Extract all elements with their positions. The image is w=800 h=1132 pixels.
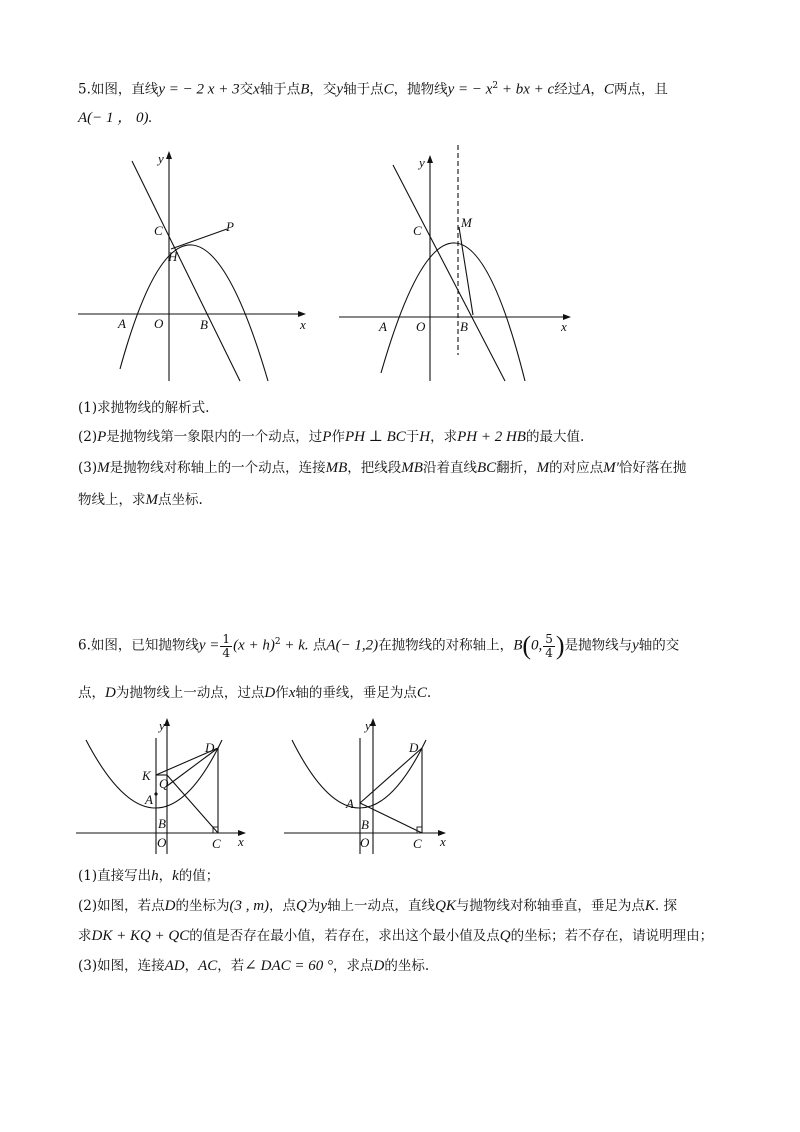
label-D: D <box>205 740 215 755</box>
label-x: x <box>238 834 244 849</box>
label-O: O <box>154 316 164 331</box>
label-C: C <box>413 836 422 851</box>
parabola <box>381 243 525 381</box>
label-C: C <box>212 836 221 851</box>
label-y: y <box>158 151 164 166</box>
p5-question-3-line2: 物线上，求M点坐标. <box>78 492 203 508</box>
parabola <box>120 245 268 381</box>
point-A <box>154 792 157 795</box>
p5-figure-1 <box>70 145 320 385</box>
p5-statement-line1: 5.如图，直线y = − 2 x + 3交x轴于点B，交y轴于点C，抛物线y = − $x^2$ + bx + c经过A，C两点，且 <box>78 81 668 98</box>
label-O: O <box>157 835 167 850</box>
label-y: y <box>365 718 371 733</box>
label-D: D <box>409 740 419 755</box>
label-M: M <box>461 215 472 230</box>
label-x: x <box>300 317 306 332</box>
p5-statement-line2: A(− 1 ， 0). <box>78 110 153 126</box>
label-y: y <box>159 718 165 733</box>
label-A: A <box>346 796 354 811</box>
label-x: x <box>440 834 446 849</box>
label-A: A <box>118 316 126 331</box>
label-O: O <box>416 319 426 334</box>
p6-question-2-line2: 求DK + KQ + QC的值是否存在最小值，若存在，求出这个最小值及点Q的坐标；若不存在，请说明理由； <box>78 928 714 944</box>
line-BC <box>393 165 505 381</box>
p6-question-1: (1)直接写出h，k的值； <box>78 868 220 884</box>
parabola <box>292 740 426 808</box>
label-B: B <box>460 319 468 334</box>
fraction-one-quarter: $\frac{1}{4}$ <box>222 631 231 660</box>
label-x: x <box>561 319 567 334</box>
label-B: B <box>158 816 166 831</box>
segment-PH <box>171 229 227 249</box>
label-B: B <box>200 317 208 332</box>
p6-statement-line2: 点，D为抛物线上一动点，过点D作x轴的垂线，垂足为点C. <box>78 685 432 701</box>
label-C: C <box>154 223 163 238</box>
label-H: H <box>168 249 178 264</box>
p6-figure-2 <box>280 708 470 858</box>
label-O: O <box>360 835 370 850</box>
p6-statement-line1: 6.如图，已知抛物线y = $\frac{1}{4}$ $(x + h)^2 + k$. 点A(− 1,2)在抛物线的对称轴上，B(0, $\frac{5}{4}$ )是抛物线与y轴的交 <box>78 631 680 660</box>
p5-question-2: (2)P是抛物线第一象限内的一个动点，过P作PH ⊥ BC于H，求PH + 2 HB的最大值. <box>78 429 585 445</box>
y-arrow-icon <box>370 718 376 726</box>
label-y: y <box>419 155 425 170</box>
segment-QC <box>167 775 218 833</box>
y-arrow-icon <box>166 151 172 159</box>
label-A: A <box>145 792 153 807</box>
p6-question-2-line1: (2)如图，若点D的坐标为(3 , m)，点Q为y轴上一动点，直线QK与抛物线对称轴垂直，垂足为点K. 探 <box>78 898 678 914</box>
y-arrow-icon <box>164 718 170 726</box>
p5-question-1: (1)求抛物线的解析式. <box>78 400 210 416</box>
label-P: P <box>226 219 234 234</box>
label-C: C <box>413 223 422 238</box>
segment-AC <box>360 803 422 833</box>
segment-AD <box>360 748 422 803</box>
p6-figure-1 <box>72 708 262 858</box>
parabola <box>86 740 222 808</box>
y-arrow-icon <box>427 155 433 163</box>
p6-question-3: (3)如图，连接AD，AC，若∠ DAC = 60 °，求点D的坐标. <box>78 958 430 974</box>
label-B: B <box>361 817 369 832</box>
p5-figure-2 <box>335 145 585 385</box>
label-K: K <box>142 768 151 783</box>
fraction-five-quarters: $\frac{5}{4}$ <box>545 631 553 660</box>
label-A: A <box>379 319 387 334</box>
p5-question-3-line1: (3)M是抛物线对称轴上的一个动点，连接MB，把线段MB沿着直线BC翻折，M的对应点M′恰好落在抛 <box>78 460 687 476</box>
label-Q: Q <box>159 776 169 791</box>
segment-MB <box>459 227 473 315</box>
